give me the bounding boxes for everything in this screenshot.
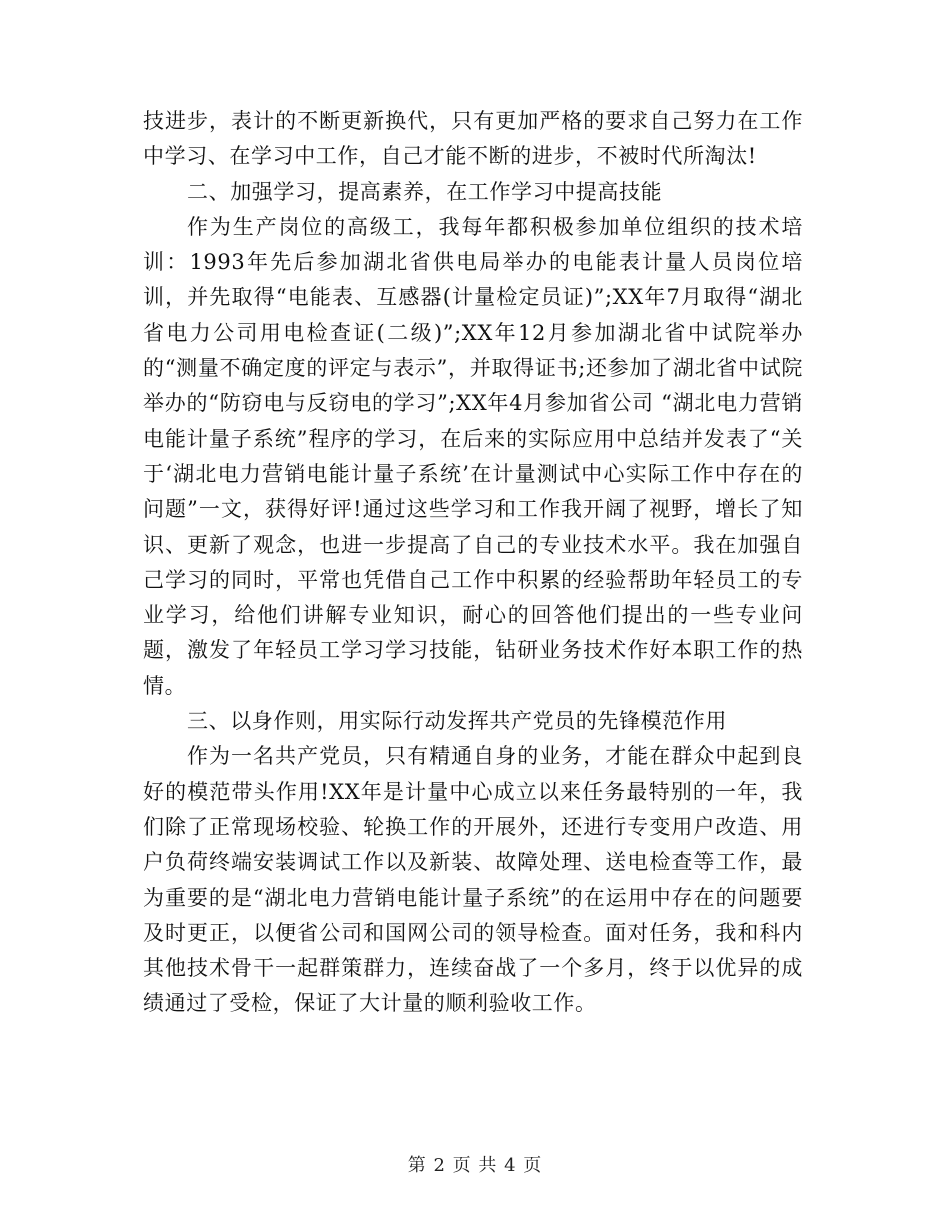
page-footer: 第 2 页 共 4 页 <box>407 1155 543 1176</box>
document-body <box>143 104 803 1022</box>
paragraph-training: 作为生产岗位的高级工，我每年都积极参加单位组织的技术培训：1993年先后参加湖北省供电局举办的电能表计量人员岗位培训，并先取得“电能表、互感器(计量检定员证)”;XX年7月取得“湖北省电力公司用电检查证(二级)”;XX年12月参加湖北省中试院举办的“测量不确定度的评定与表示”，并取得证书;还参加了湖北省中试院举办的“防窃电与反窃电的学习”;XX年4月参加省公司 “湖北电力营销电能计量子系统”程序的学习，在后来的实际应用中总结并发表了“关于‘湖北电力营销电能计量子系统’在计量测试中心实际工作中存在的问题”一文，获得好评!通过这些学习和工作我开阔了视野，增长了知识、更新了观念，也进一步提高了自己的专业技术水平。我在加强自己学习的同时，平常也凭借自己工作中积累的经验帮助年轻员工的专业学习，给他们讲解专业知识，耐心的回答他们提出的一些专业问题，激发了年轻员工学习学习技能，钻研业务技术作好本职工作的热情。 <box>143 214 803 698</box>
paragraph-continuation: 技进步，表计的不断更新换代，只有更加严格的要求自己努力在工作中学习、在学习中工作，自己才能不断的进步，不被时代所淘汰! <box>143 109 803 169</box>
section-heading-2: 二、加强学习，提高素养，在工作学习中提高技能 <box>187 179 663 204</box>
section-heading-3: 三、以身作则，用实际行动发挥共产党员的先锋模范作用 <box>187 709 727 734</box>
paragraph-party-member: 作为一名共产党员，只有精通自身的业务，才能在群众中起到良好的模范带头作用!XX年是计量中心成立以来任务最特别的一年，我们除了正常现场校验、轮换工作的开展外，还进行专变用户改造、用户负荷终端安装调试工作以及新装、故障处理、送电检查等工作，最为重要的是“湖北电力营销电能计量子系统”的在运用中存在的问题要及时更正，以便省公司和国网公司的领导检查。面对任务，我和科内其他技术骨干一起群策群力，连续奋战了一个多月，终于以优异的成绩通过了受检，保证了大计量的顺利验收工作。 <box>143 744 803 1016</box>
